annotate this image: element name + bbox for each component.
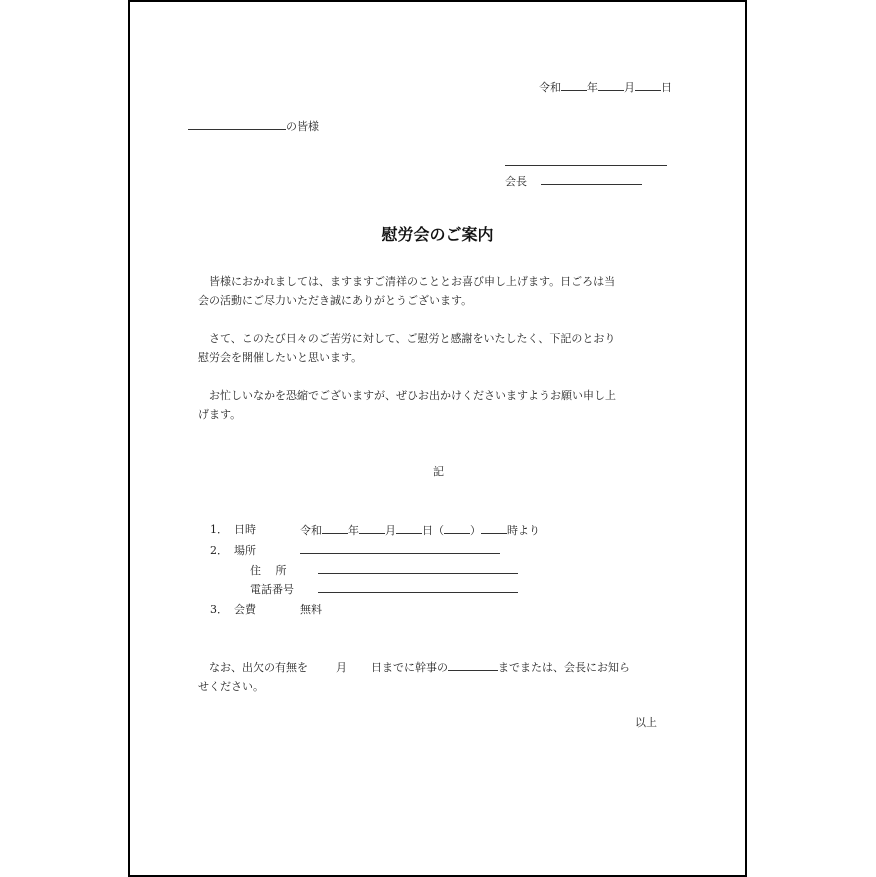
- paragraph-3-line-2: [198, 405, 616, 424]
- paragraph-2-line-2-text: 慰労会を開催したいと思います。: [198, 351, 363, 364]
- paragraph-1: [198, 272, 615, 310]
- ki-heading: 記: [433, 465, 444, 478]
- paragraph-2-line-2: [198, 348, 615, 367]
- sender-title-line: [505, 173, 527, 189]
- date-month-blank: [598, 78, 624, 91]
- item-1-value: [300, 521, 540, 538]
- paragraph-2-line-1-text: さて、このたび日々のご苦労に対して、ご慰労と感謝をいたしたく、下記のとおり: [209, 332, 616, 345]
- item-3-label: 会費: [234, 603, 256, 616]
- date-year-blank: [561, 78, 587, 91]
- item-1-weekday-blank: [444, 521, 470, 534]
- paragraph-2-line-1: [198, 329, 615, 348]
- date-month-label: 月: [624, 81, 635, 94]
- item-1-year-blank: [322, 521, 348, 534]
- address-label: 住 所: [250, 564, 287, 577]
- closing-line-1-a: なお、出欠の有無を: [209, 661, 308, 674]
- item-2-number: 2．: [210, 544, 228, 557]
- item-1-number: 1．: [210, 523, 228, 536]
- item-1-year-label: 年: [348, 524, 359, 537]
- date-era: 令和: [539, 81, 561, 94]
- sender-org-blank: [505, 165, 667, 166]
- item-1-paren-open: （: [433, 524, 444, 537]
- venue-name-blank: [300, 553, 500, 554]
- item-1-era: 令和: [300, 524, 322, 537]
- closing-line-1-month: 月: [336, 661, 347, 674]
- date-day-label: 日: [661, 81, 672, 94]
- item-1-month-label: 月: [385, 524, 396, 537]
- paragraph-3-line-2-text: げます。: [198, 408, 242, 421]
- date-day-blank: [635, 78, 661, 91]
- date-year-label: 年: [587, 81, 598, 94]
- ijo-closing: 以上: [635, 716, 657, 729]
- paragraph-3: [198, 386, 616, 424]
- item-1-label: 日時: [234, 523, 256, 536]
- phone-label: 電話番号: [250, 583, 294, 596]
- paragraph-1-line-2-text: 会の活動にご尽力いただき誠にありがとうございます。: [198, 294, 473, 307]
- document-title: 慰労会のご案内: [381, 225, 494, 244]
- sender-name-blank: [541, 184, 642, 185]
- item-3-number: 3．: [210, 603, 228, 616]
- paragraph-3-line-1-text: お忙しいなかを恐縮でございますが、ぜひお出かけくださいますようお願い申し上: [209, 389, 616, 402]
- recipient-blank: [188, 117, 286, 130]
- address-blank: [318, 573, 518, 574]
- closing-line-1-b: 日までに幹事の: [371, 661, 448, 674]
- item-2-label: 場所: [234, 544, 256, 557]
- paragraph-3-line-1: [198, 386, 616, 405]
- item-1-day-blank: [396, 521, 422, 534]
- paragraph-2: [198, 329, 615, 367]
- item-1-time-suffix: 時より: [507, 524, 540, 537]
- closing-paragraph: [198, 658, 630, 696]
- recipient-suffix: の皆様: [286, 120, 319, 133]
- item-3-value: 無料: [300, 603, 322, 616]
- item-1-time-blank: [481, 521, 507, 534]
- item-1-month-blank: [359, 521, 385, 534]
- item-1-paren-close: ）: [470, 524, 481, 537]
- date-line: [539, 78, 672, 95]
- recipient-line: [188, 117, 319, 134]
- item-1-day-label: 日: [422, 524, 433, 537]
- closing-line-2-text: せください。: [198, 680, 264, 693]
- paragraph-1-line-2: [198, 291, 615, 310]
- closing-line-1: [198, 658, 630, 677]
- closing-line-1-c: までまたは、会長にお知ら: [498, 661, 630, 674]
- phone-blank: [318, 592, 518, 593]
- document-page: [128, 0, 747, 877]
- paragraph-1-line-1: [198, 272, 615, 291]
- paragraph-1-line-1-text: 皆様におかれましては、ますますご清祥のこととお喜び申し上げます。日ごろは当: [209, 275, 616, 288]
- sender-title: 会長: [505, 175, 527, 188]
- organizer-blank: [448, 658, 498, 671]
- closing-line-2: [198, 677, 630, 696]
